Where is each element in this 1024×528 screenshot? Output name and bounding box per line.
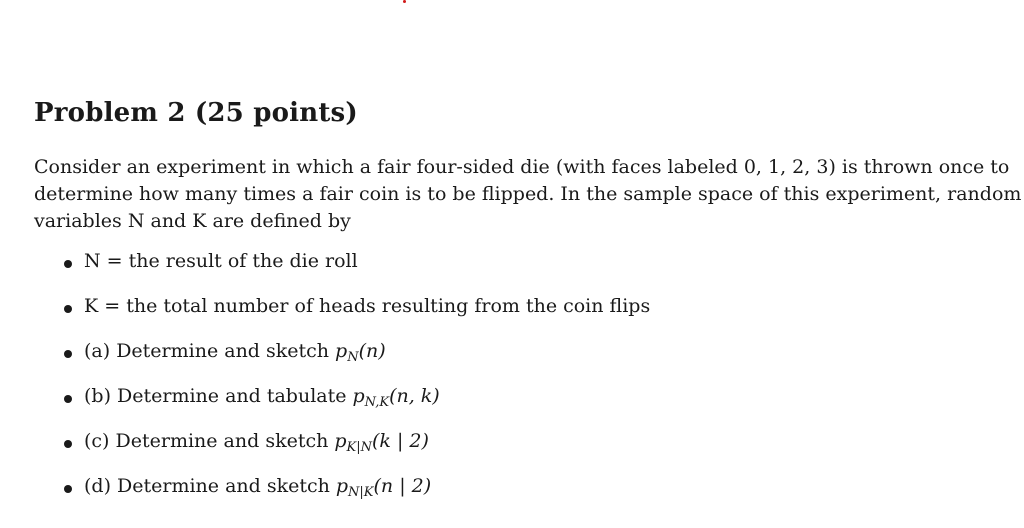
part-label: (d) Determine and sketch bbox=[84, 475, 330, 497]
problem-intro bbox=[34, 154, 1022, 235]
bullet-icon bbox=[64, 395, 72, 403]
bullet-icon bbox=[64, 305, 72, 313]
problem-title: Problem 2 (25 points) bbox=[34, 98, 358, 128]
part-label: (a) Determine and sketch bbox=[84, 340, 330, 362]
intro-line: determine how many times a fair coin is to be flipped. In the sample space of this experiment, random bbox=[34, 183, 1022, 205]
pmf-expression: $p_N(n)$ bbox=[335, 340, 386, 365]
definition-text: N = the result of the die roll bbox=[84, 250, 358, 272]
definition-item-k bbox=[64, 295, 650, 340]
red-marker-dot bbox=[403, 0, 406, 3]
pmf-expression: $p_{N|K}(n$ | 2) bbox=[335, 475, 432, 500]
bullet-icon bbox=[64, 485, 72, 493]
intro-line: variables N and K are defined by bbox=[34, 210, 351, 232]
definition-item-n bbox=[64, 250, 650, 295]
part-a bbox=[64, 340, 650, 385]
pmf-expression: $p_{N,K}(n$, k) bbox=[352, 385, 440, 410]
definition-text: K = the total number of heads resulting from the coin flips bbox=[84, 295, 651, 317]
bullet-icon bbox=[64, 440, 72, 448]
bullet-icon bbox=[64, 350, 72, 358]
bullet-list bbox=[64, 250, 650, 520]
part-label: (c) Determine and sketch bbox=[84, 430, 329, 452]
intro-line: Consider an experiment in which a fair four-sided die (with faces labeled 0, 1, 2, 3) is thrown once to bbox=[34, 156, 1010, 178]
part-label: (b) Determine and tabulate bbox=[84, 385, 347, 407]
part-d bbox=[64, 475, 650, 520]
pmf-expression: $p_{K|N}(k$ | 2) bbox=[334, 430, 429, 455]
part-b bbox=[64, 385, 650, 430]
bullet-icon bbox=[64, 260, 72, 268]
part-c bbox=[64, 430, 650, 475]
